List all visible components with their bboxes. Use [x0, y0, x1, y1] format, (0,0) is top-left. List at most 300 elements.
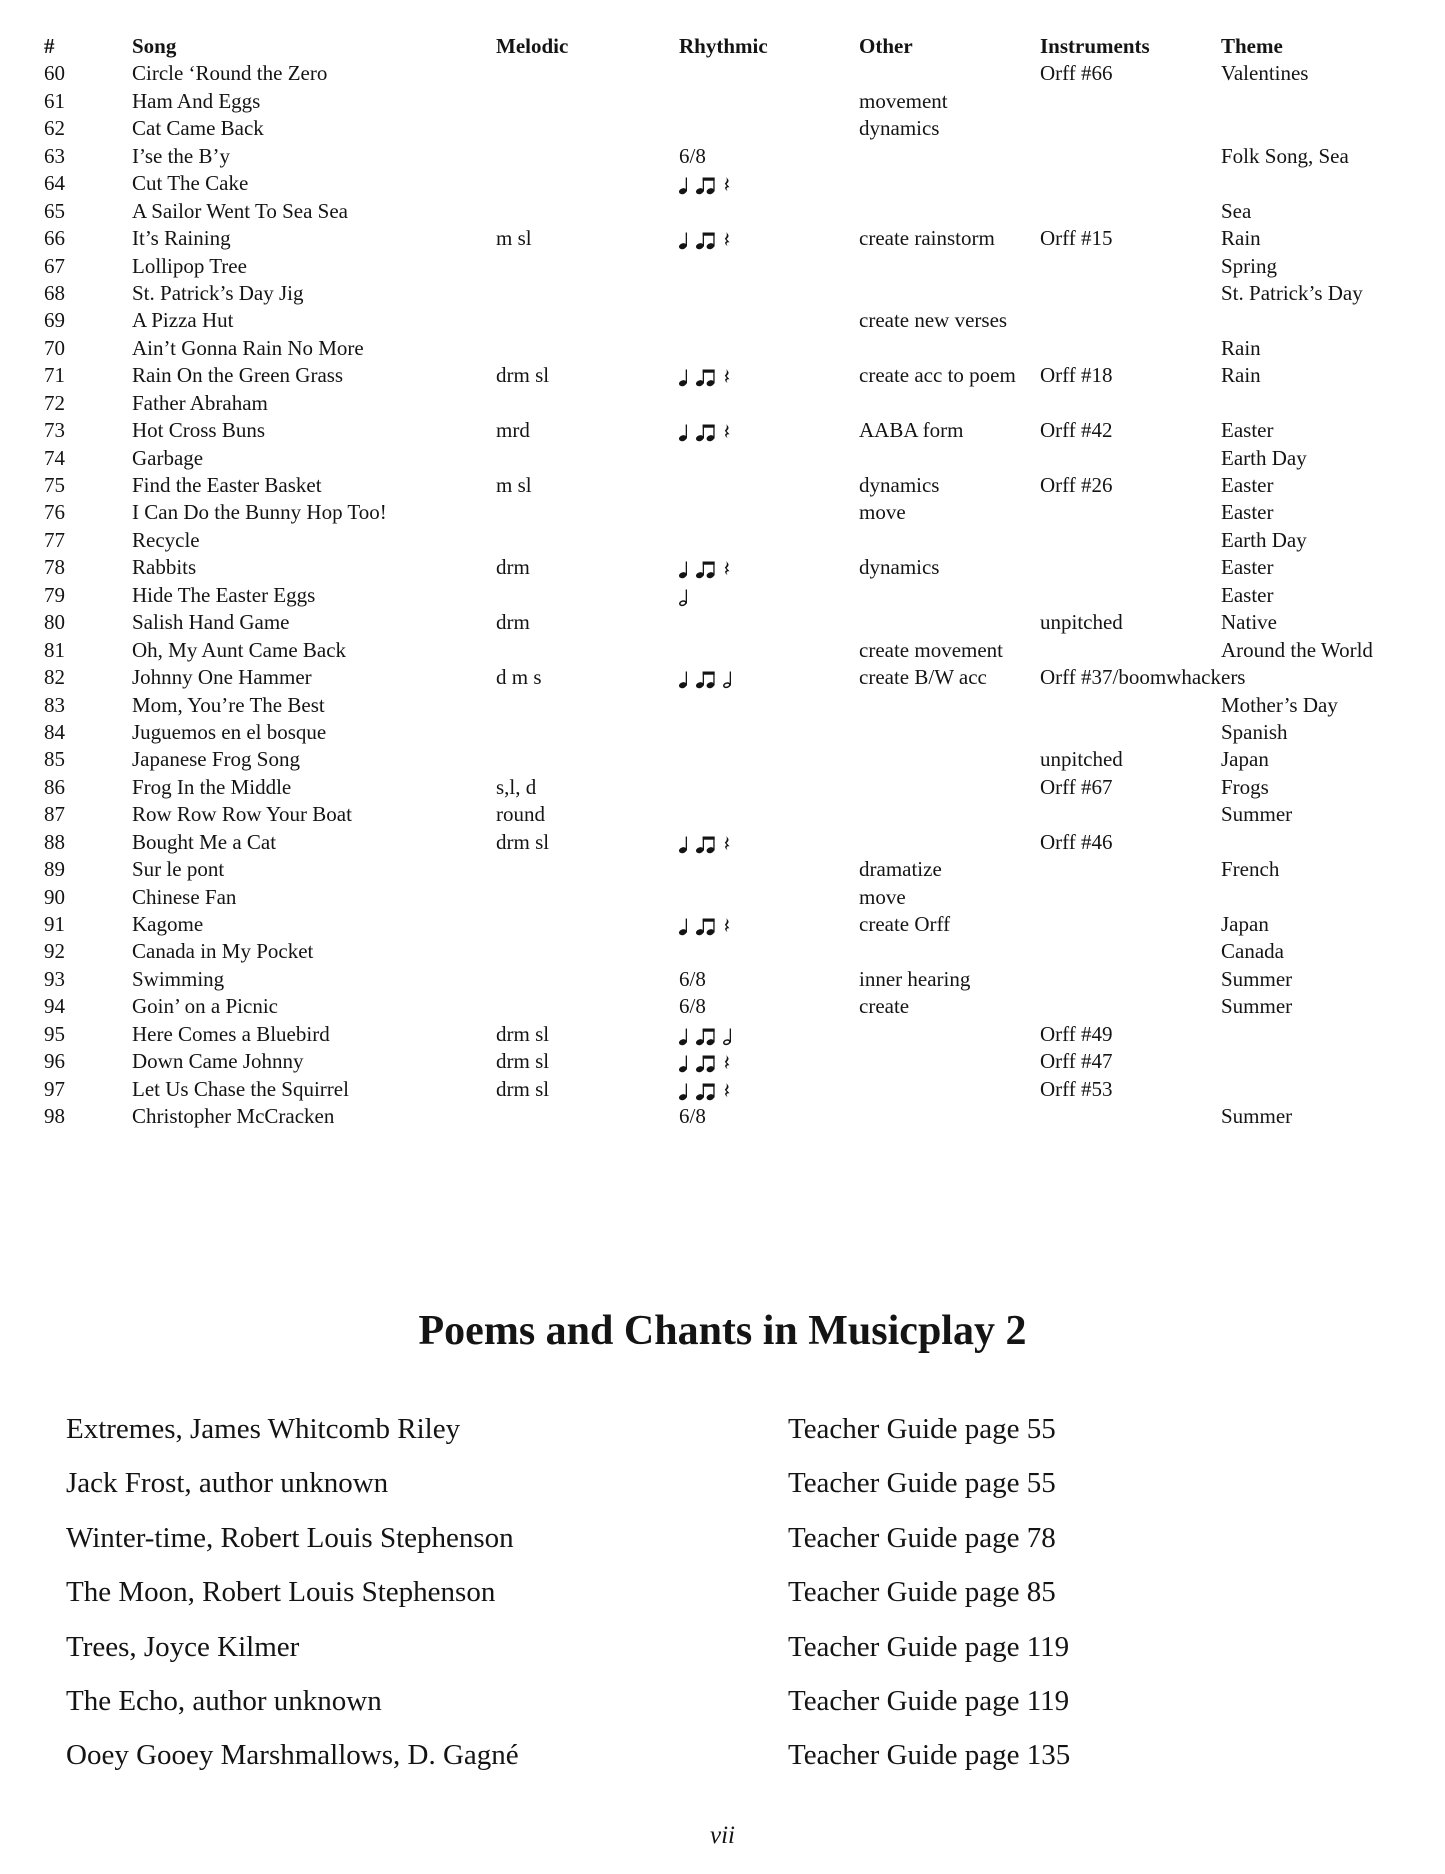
header-other: Other [859, 34, 913, 58]
song-number-cell: 97 [44, 1076, 65, 1101]
rhythmic-cell [679, 445, 859, 472]
theme-cell: Native [1221, 610, 1277, 635]
rhythmic-cell: 6/8 [679, 966, 706, 991]
theme-cell [1221, 1048, 1445, 1075]
rhythmic-cell [679, 1076, 859, 1103]
rhythmic-cell [679, 362, 859, 389]
melodic-cell: drm [496, 555, 530, 580]
melodic-cell [496, 746, 679, 773]
other-cell: create new verses [859, 308, 1008, 333]
theme-cell [1221, 884, 1445, 911]
half-note-icon [723, 667, 733, 689]
quarter-rest-icon [723, 173, 732, 195]
poem-list-item [66, 1468, 1396, 1522]
rhythmic-cell [679, 527, 859, 554]
table-row [44, 664, 1445, 691]
melodic-cell [496, 993, 679, 1020]
header-instruments: Instruments [1040, 34, 1150, 58]
melodic-cell: m sl [496, 473, 532, 497]
song-title-cell: Swimming [132, 966, 225, 991]
song-number-cell: 67 [44, 253, 65, 278]
rhythmic-cell [679, 801, 859, 828]
melodic-cell [496, 115, 679, 142]
quarter-note-icon [679, 557, 689, 579]
song-title-cell: Let Us Chase the Squirrel [132, 1076, 349, 1101]
song-title-cell: Goin’ on a Picnic [132, 994, 278, 1019]
song-title-cell: Garbage [132, 445, 204, 470]
table-row [44, 445, 1445, 472]
melodic-cell [496, 637, 679, 664]
song-title-cell: Frog In the Middle [132, 774, 292, 799]
header-melodic: Melodic [496, 34, 569, 58]
table-row [44, 774, 1445, 801]
theme-cell: Easter [1221, 555, 1274, 580]
song-title-cell: Find the Easter Basket [132, 473, 322, 497]
song-title-cell: I Can Do the Bunny Hop Too! [132, 500, 387, 525]
song-number-cell: 61 [44, 88, 65, 113]
theme-cell: Earth Day [1221, 527, 1307, 552]
poem-page-ref: Teacher Guide page 55 [788, 1413, 1056, 1445]
theme-cell: Valentines [1221, 61, 1309, 86]
theme-cell: Around the World [1221, 637, 1373, 662]
table-row [44, 499, 1445, 526]
melodic-cell: drm sl [496, 1076, 550, 1101]
song-title-cell: Rabbits [132, 555, 197, 580]
theme-cell: Easter [1221, 418, 1274, 443]
poem-title: Trees, Joyce Kilmer [66, 1630, 300, 1663]
header-theme: Theme [1221, 34, 1283, 58]
song-number-cell: 89 [44, 857, 65, 882]
melodic-cell [496, 198, 679, 225]
song-title-cell: Chinese Fan [132, 884, 237, 909]
theme-cell: French [1221, 857, 1280, 882]
other-cell: AABA form [859, 418, 964, 443]
melodic-cell: round [496, 802, 545, 827]
instruments-cell: Orff #46 [1040, 829, 1113, 854]
poem-list-item [66, 1632, 1396, 1686]
instruments-cell [1040, 445, 1221, 472]
other-cell [859, 719, 1040, 746]
song-number-cell: 87 [44, 802, 65, 827]
instruments-cell: Orff #15 [1040, 226, 1113, 251]
quarter-rest-icon [723, 914, 732, 936]
other-cell [859, 801, 1040, 828]
melodic-cell [496, 1103, 679, 1130]
instruments-cell [1040, 335, 1221, 362]
theme-cell: Summer [1221, 994, 1293, 1019]
other-cell: move [859, 500, 906, 525]
other-cell [859, 280, 1040, 307]
quarter-note-icon [679, 832, 689, 854]
table-row [44, 609, 1445, 636]
other-cell [859, 60, 1040, 87]
quarter-note-icon [679, 420, 689, 442]
melodic-cell: drm sl [496, 363, 550, 388]
instruments-cell [1040, 692, 1221, 719]
song-number-cell: 95 [44, 1021, 65, 1046]
quarter-note-icon [679, 1051, 689, 1073]
other-cell [859, 582, 1040, 609]
song-number-cell: 96 [44, 1049, 65, 1074]
melodic-cell [496, 966, 679, 993]
table-header-row [44, 33, 1445, 60]
song-title-cell: Hide The Easter Eggs [132, 582, 316, 607]
other-cell: dynamics [859, 555, 940, 580]
other-cell [859, 390, 1040, 417]
song-number-cell: 75 [44, 473, 65, 497]
other-cell: create Orff [859, 912, 951, 936]
header-song: Song [132, 34, 177, 58]
theme-cell: Rain [1221, 363, 1261, 388]
song-title-cell: Hot Cross Buns [132, 418, 266, 443]
other-cell: move [859, 884, 906, 909]
song-title-cell: Christopher McCracken [132, 1104, 335, 1129]
song-number-cell: 98 [44, 1104, 65, 1129]
poem-page-ref: Teacher Guide page 119 [788, 1630, 1070, 1663]
song-table-body [44, 60, 1445, 1130]
theme-cell: Sea [1221, 198, 1252, 223]
beamed-eighth-notes-icon [696, 832, 716, 854]
rhythmic-cell [679, 664, 859, 691]
rhythmic-cell: 6/8 [679, 143, 706, 168]
quarter-rest-icon [723, 228, 732, 250]
song-number-cell: 74 [44, 445, 65, 470]
song-number-cell: 62 [44, 116, 65, 141]
rhythmic-cell [679, 417, 859, 444]
other-cell [859, 1076, 1040, 1103]
other-cell [859, 170, 1040, 197]
melodic-cell [496, 719, 679, 746]
beamed-eighth-notes-icon [696, 1051, 716, 1073]
poem-page-ref: Teacher Guide page 78 [788, 1521, 1056, 1554]
instruments-cell [1040, 993, 1221, 1020]
melodic-cell [496, 938, 679, 965]
song-title-cell: Recycle [132, 527, 200, 552]
table-row [44, 582, 1445, 609]
other-cell: movement [859, 88, 948, 113]
table-row [44, 856, 1445, 883]
song-number-cell: 66 [44, 226, 65, 251]
table-row [44, 170, 1445, 197]
poem-list-item [66, 1523, 1396, 1577]
theme-cell [1221, 170, 1445, 197]
beamed-eighth-notes-icon [696, 1079, 716, 1101]
poem-title: Winter-time, Robert Louis Stephenson [66, 1521, 514, 1554]
rhythmic-cell [679, 307, 859, 334]
other-cell: dynamics [859, 116, 940, 141]
instruments-cell: Orff #26 [1040, 473, 1113, 497]
song-title-cell: Father Abraham [132, 390, 268, 415]
poems-section-title: Poems and Chants in Musicplay 2 [418, 1308, 1027, 1354]
theme-cell [1221, 664, 1445, 691]
rhythmic-cell [679, 198, 859, 225]
melodic-cell [496, 582, 679, 609]
song-number-cell: 64 [44, 171, 65, 196]
rhythmic-cell: 6/8 [679, 994, 706, 1019]
melodic-cell: drm sl [496, 1049, 550, 1074]
page-number: vii [710, 1822, 735, 1849]
other-cell [859, 527, 1040, 554]
other-cell [859, 198, 1040, 225]
melodic-cell [496, 445, 679, 472]
table-row [44, 938, 1445, 965]
poem-page-ref: Teacher Guide page 135 [788, 1739, 1071, 1772]
other-cell: create rainstorm [859, 226, 995, 251]
song-title-cell: Juguemos en el bosque [132, 719, 327, 744]
table-row [44, 637, 1445, 664]
table-row [44, 280, 1445, 307]
instruments-cell [1040, 390, 1221, 417]
song-number-cell: 84 [44, 719, 65, 744]
song-number-cell: 70 [44, 335, 65, 360]
poem-title: The Moon, Robert Louis Stephenson [66, 1576, 496, 1609]
rhythmic-cell [679, 170, 859, 197]
rhythmic-cell [679, 829, 859, 856]
instruments-cell [1040, 884, 1221, 911]
song-number-cell: 76 [44, 500, 65, 525]
table-row [44, 1021, 1445, 1048]
instruments-cell [1040, 966, 1221, 993]
song-number-cell: 60 [44, 61, 65, 86]
theme-cell: Spring [1221, 253, 1278, 278]
other-cell [859, 445, 1040, 472]
theme-cell [1221, 115, 1445, 142]
song-number-cell: 92 [44, 939, 65, 964]
table-row [44, 115, 1445, 142]
table-row [44, 884, 1445, 911]
instruments-cell: Orff #42 [1040, 418, 1113, 443]
other-cell: inner hearing [859, 966, 971, 991]
song-number-cell: 78 [44, 555, 65, 580]
song-title-cell: Salish Hand Game [132, 610, 290, 635]
song-number-cell: 63 [44, 143, 65, 168]
instruments-cell [1040, 856, 1221, 883]
instruments-cell [1040, 143, 1221, 170]
rhythmic-cell [679, 774, 859, 801]
rhythmic-cell [679, 390, 859, 417]
other-cell [859, 335, 1040, 362]
table-row [44, 88, 1445, 115]
other-cell: create movement [859, 637, 1004, 662]
poem-title: Jack Frost, author unknown [66, 1467, 389, 1500]
song-title-cell: Cat Came Back [132, 116, 264, 141]
poem-list-item [66, 1740, 1396, 1794]
rhythmic-cell [679, 253, 859, 280]
other-cell: create B/W acc [859, 665, 987, 690]
song-title-cell: Circle ‘Round the Zero [132, 61, 328, 86]
theme-cell: Rain [1221, 335, 1261, 360]
table-row [44, 417, 1445, 444]
song-number-cell: 88 [44, 829, 65, 854]
theme-cell: Spanish [1221, 719, 1288, 744]
table-row [44, 527, 1445, 554]
instruments-cell [1040, 170, 1221, 197]
table-row [44, 472, 1445, 499]
beamed-eighth-notes-icon [696, 914, 716, 936]
instruments-cell: Orff #49 [1040, 1021, 1113, 1046]
rhythmic-cell [679, 637, 859, 664]
instruments-cell [1040, 198, 1221, 225]
theme-cell [1221, 88, 1445, 115]
theme-cell: Canada [1221, 939, 1284, 964]
rhythmic-cell [679, 719, 859, 746]
theme-cell [1221, 829, 1445, 856]
rhythmic-cell [679, 746, 859, 773]
poem-title: The Echo, author unknown [66, 1684, 382, 1717]
beamed-eighth-notes-icon [696, 420, 716, 442]
table-row [44, 198, 1445, 225]
quarter-rest-icon [723, 420, 732, 442]
song-number-cell: 82 [44, 665, 65, 690]
song-title-cell: Lollipop Tree [132, 253, 247, 278]
other-cell [859, 253, 1040, 280]
rhythmic-cell [679, 692, 859, 719]
other-cell [859, 609, 1040, 636]
theme-cell: Folk Song, Sea [1221, 143, 1349, 168]
melodic-cell: mrd [496, 418, 530, 443]
song-number-cell: 90 [44, 884, 65, 909]
other-cell [859, 829, 1040, 856]
melodic-cell [496, 335, 679, 362]
theme-cell: Japan [1221, 912, 1269, 936]
song-number-cell: 86 [44, 774, 65, 799]
quarter-note-icon [679, 667, 689, 689]
song-number-cell: 91 [44, 912, 65, 936]
quarter-rest-icon [723, 365, 732, 387]
poem-list-item [66, 1577, 1396, 1631]
table-row [44, 746, 1445, 773]
melodic-cell [496, 856, 679, 883]
poem-list-item [66, 1414, 1396, 1468]
melodic-cell: s,l, d [496, 774, 537, 799]
instruments-cell: Orff #67 [1040, 774, 1113, 799]
other-cell [859, 1021, 1040, 1048]
melodic-cell: d m s [496, 665, 542, 690]
poem-title: Extremes, James Whitcomb Riley [66, 1413, 461, 1445]
table-row [44, 390, 1445, 417]
poem-page-ref: Teacher Guide page 119 [788, 1684, 1070, 1717]
poems-list [66, 1414, 1396, 1795]
theme-cell: Easter [1221, 582, 1274, 607]
table-row [44, 225, 1445, 252]
table-row [44, 554, 1445, 581]
beamed-eighth-notes-icon [696, 557, 716, 579]
quarter-note-icon [679, 173, 689, 195]
table-row [44, 335, 1445, 362]
song-title-cell: Kagome [132, 912, 204, 936]
poem-page-ref: Teacher Guide page 85 [788, 1576, 1056, 1609]
beamed-eighth-notes-icon [696, 365, 716, 387]
melodic-cell: drm sl [496, 829, 550, 854]
other-cell [859, 938, 1040, 965]
rhythmic-cell [679, 335, 859, 362]
instruments-cell [1040, 307, 1221, 334]
melodic-cell [496, 143, 679, 170]
rhythmic-cell [679, 225, 859, 252]
table-row [44, 966, 1445, 993]
melodic-cell [496, 253, 679, 280]
song-number-cell: 71 [44, 363, 65, 388]
song-number-cell: 73 [44, 418, 65, 443]
song-title-cell: A Pizza Hut [132, 308, 234, 333]
instruments-cell [1040, 637, 1221, 664]
melodic-cell: drm sl [496, 1021, 550, 1046]
song-title-cell: Here Comes a Bluebird [132, 1021, 330, 1046]
melodic-cell [496, 280, 679, 307]
rhythmic-cell [679, 280, 859, 307]
instruments-cell [1040, 527, 1221, 554]
instruments-cell: unpitched [1040, 610, 1123, 635]
rhythmic-cell [679, 499, 859, 526]
song-title-cell: I’se the B’y [132, 143, 230, 168]
rhythmic-cell [679, 60, 859, 87]
table-row [44, 307, 1445, 334]
song-title-cell: Johnny One Hammer [132, 665, 312, 690]
song-title-cell: Mom, You’re The Best [132, 692, 325, 717]
table-row [44, 719, 1445, 746]
quarter-rest-icon [723, 557, 732, 579]
beamed-eighth-notes-icon [696, 173, 716, 195]
beamed-eighth-notes-icon [696, 228, 716, 250]
theme-cell [1221, 390, 1445, 417]
melodic-cell [496, 60, 679, 87]
beamed-eighth-notes-icon [696, 667, 716, 689]
rhythmic-cell [679, 938, 859, 965]
instruments-cell: unpitched [1040, 747, 1123, 772]
rhythmic-cell [679, 88, 859, 115]
poem-page-ref: Teacher Guide page 55 [788, 1467, 1056, 1500]
theme-cell: Easter [1221, 500, 1274, 525]
song-number-cell: 65 [44, 198, 65, 223]
table-row [44, 801, 1445, 828]
song-number-cell: 68 [44, 280, 65, 305]
half-note-icon [723, 1024, 733, 1046]
quarter-note-icon [679, 1079, 689, 1101]
melodic-cell: m sl [496, 226, 532, 251]
rhythmic-cell [679, 554, 859, 581]
song-number-cell: 94 [44, 994, 65, 1019]
instruments-cell: Orff #53 [1040, 1076, 1113, 1101]
theme-cell: St. Patrick’s Day [1221, 280, 1363, 305]
theme-cell [1221, 1021, 1445, 1048]
quarter-note-icon [679, 365, 689, 387]
rhythmic-cell [679, 1021, 859, 1048]
melodic-cell [496, 499, 679, 526]
table-row [44, 993, 1445, 1020]
song-title-cell: Cut The Cake [132, 171, 249, 196]
song-number-cell: 69 [44, 308, 65, 333]
instruments-cell: Orff #47 [1040, 1049, 1113, 1074]
melodic-cell [496, 527, 679, 554]
theme-cell: Mother’s Day [1221, 692, 1338, 717]
song-index-table [0, 33, 1445, 1131]
rhythmic-cell [679, 582, 859, 609]
other-cell: create acc to poem [859, 363, 1016, 388]
instruments-cell [1040, 115, 1221, 142]
other-cell: dramatize [859, 857, 942, 882]
other-cell [859, 692, 1040, 719]
rhythmic-cell [679, 884, 859, 911]
melodic-cell [496, 692, 679, 719]
table-row [44, 60, 1445, 87]
theme-cell: Summer [1221, 1104, 1293, 1129]
song-number-cell: 93 [44, 966, 65, 991]
melodic-cell [496, 88, 679, 115]
song-number-cell: 81 [44, 637, 65, 662]
table-row [44, 1048, 1445, 1075]
instruments-cell [1040, 801, 1221, 828]
song-number-cell: 79 [44, 582, 65, 607]
